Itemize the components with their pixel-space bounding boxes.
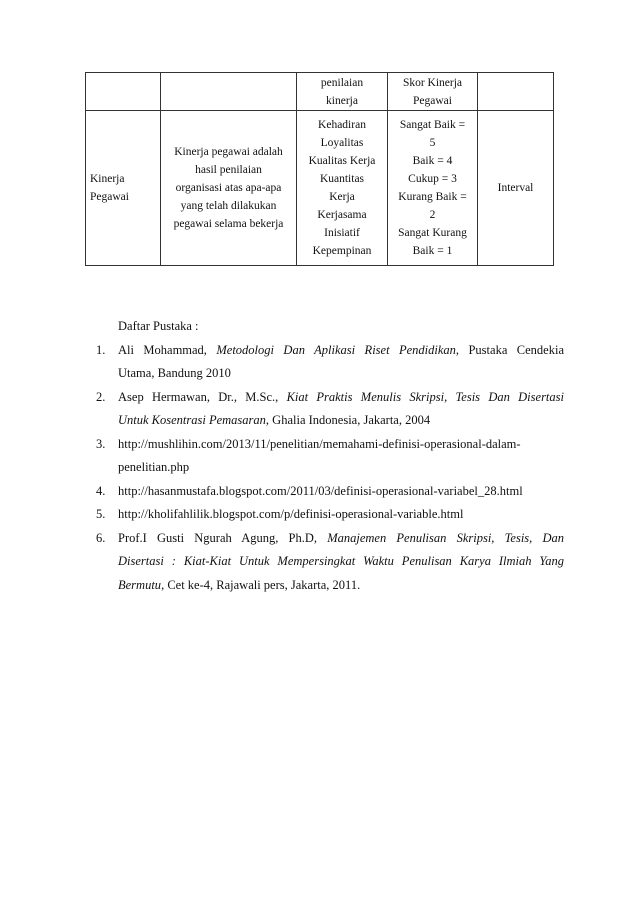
table-header-row: [86, 73, 554, 111]
reference-list: [96, 339, 564, 598]
reference-number: 2.: [96, 389, 106, 404]
reference-item: 6. Prof.I Gusti Ngurah Agung, Ph.D, Manajemen Penulisan Skripsi, Tesis, Dan Disertasi : Kiat-Kiat Untuk Mempersingkat Waktu Penulisan Karya Ilmiah Yang Bermutu, Cet ke-4, Rajawali pers, Jakarta, 2011.: [118, 527, 564, 598]
reference-url: http://mushlihin.com/2013/11/penelitian/memahami-definisi-operasional-dalam-: [118, 436, 521, 451]
reference-item: 2. Asep Hermawan, Dr., M.Sc., Kiat Praktis Menulis Skripsi, Tesis Dan Disertasi Untuk Kosentrasi Pemasaran, Ghalia Indonesia, Jakarta, 2004: [118, 386, 564, 433]
header-cell-definition: [161, 73, 297, 111]
reference-number: 3.: [96, 436, 106, 451]
reference-item: 3. http://mushlihin.com/2013/11/penelitian/memahami-definisi-operasional-dalam- penelitian.php: [118, 433, 564, 480]
bibliography: [96, 315, 564, 597]
bibliography-title: Daftar Pustaka :: [118, 319, 199, 333]
table-row: [86, 111, 554, 266]
operational-definition-table: [85, 72, 554, 266]
reference-number: 6.: [96, 530, 106, 545]
definition-cell: Kinerja pegawai adalah hasil penilaian organisasi atas apa-apa yang telah dilakukan pegawai selama bekerja: [161, 111, 297, 266]
indicators-cell: Kehadiran Loyalitas Kualitas Kerja Kuantitas Kerja Kerjasama Inisiatif Kepempinan: [297, 111, 388, 266]
reference-item: [96, 503, 564, 527]
header-cell-scores: Skor Kinerja Pegawai: [388, 73, 478, 111]
reference-number: 5.: [96, 507, 106, 521]
reference-item: [96, 480, 564, 504]
header-cell-indicators: penilaian kinerja: [297, 73, 388, 111]
header-cell-scale: [478, 73, 554, 111]
reference-item: 1. Ali Mohammad, Metodologi Dan Aplikasi Riset Pendidikan, Pustaka Cendekia Utama, Bandung 2010: [118, 339, 564, 386]
reference-url: http://hasanmustafa.blogspot.com/2011/03/definisi-operasional-variabel_28.html: [118, 483, 523, 498]
reference-url: http://kholifahlilik.blogspot.com/p/definisi-operasional-variable.html: [118, 507, 464, 521]
scores-cell: Sangat Baik = 5 Baik = 4 Cukup = 3 Kurang Baik = 2 Sangat Kurang Baik = 1: [388, 111, 478, 266]
header-cell-variable: [86, 73, 161, 111]
variable-cell: Kinerja Pegawai: [86, 111, 161, 266]
reference-number: 1.: [96, 342, 106, 357]
reference-number: 4.: [96, 483, 106, 498]
scale-cell: Interval: [478, 111, 554, 266]
